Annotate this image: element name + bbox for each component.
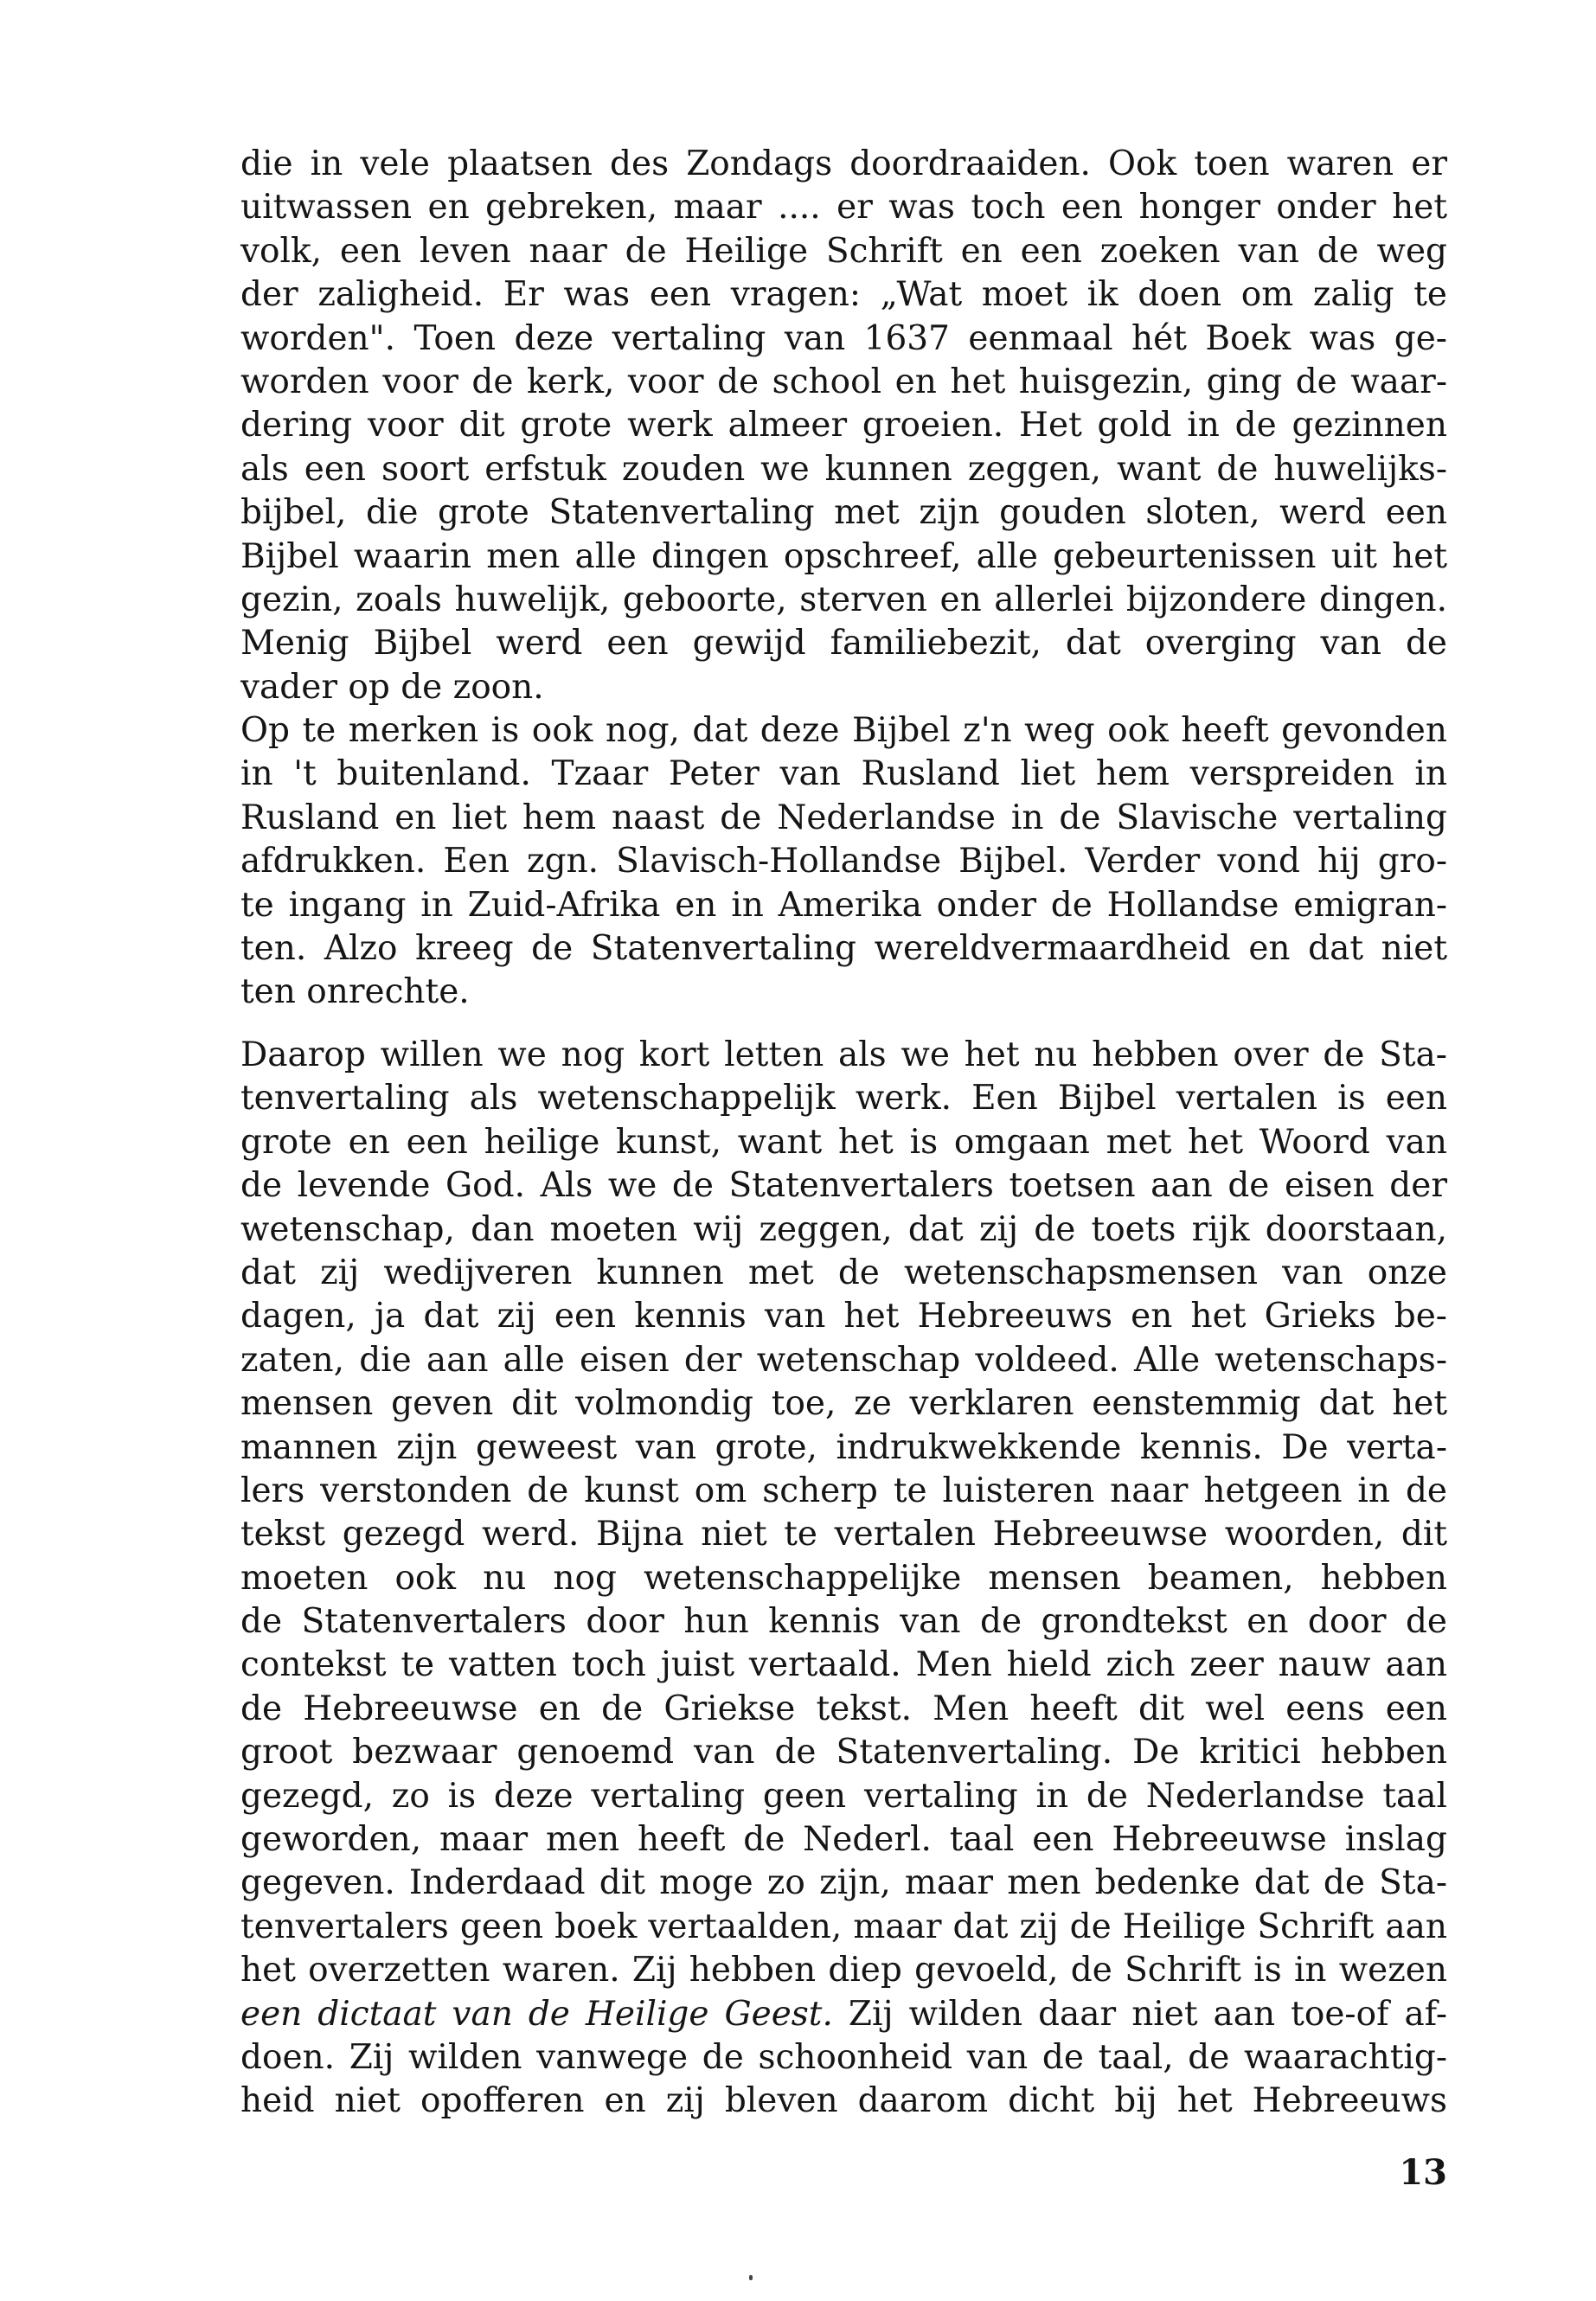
text-line: moeten ook nu nog wetenschappelijke mensen beamen, hebben (240, 1558, 1447, 1598)
text-line: de Statenvertalers door hun kennis van de grondtekst en door de (240, 1602, 1447, 1642)
text-line: grote en een heilige kunst, want het is omgaan met het Woord van (240, 1122, 1447, 1162)
text-line: mannen zijn geweest van grote, indrukwekkende kennis. De verta- (240, 1427, 1447, 1467)
text-line: vader op de zoon. (240, 667, 544, 707)
italic-phrase: een dictaat van de Heilige Geest. (240, 1994, 833, 2034)
text-line: geworden, maar men heeft de Nederl. taal een Hebreeuwse inslag (240, 1820, 1447, 1860)
text-line: uitwassen en gebreken, maar .... er was toch een honger onder het (240, 188, 1447, 228)
text-line: bijbel, die grote Statenvertaling met zijn gouden sloten, werd een (240, 493, 1447, 533)
text-line: Op te merken is ook nog, dat deze Bijbel z'n weg ook heeft gevonden (240, 711, 1447, 751)
text-line: Bijbel waarin men alle dingen opschreef, alle gebeurtenissen uit het (240, 536, 1447, 576)
text-fragment: Zij wilden daar niet aan toe-of af- (832, 1994, 1447, 2034)
text-line: de Hebreeuwse en de Griekse tekst. Men heeft dit wel eens een (240, 1689, 1447, 1728)
text-line-italic-phrase (240, 1993, 1447, 2036)
text-line: tenvertaling als wetenschappelijk werk. Een Bijbel vertalen is een (240, 1079, 1447, 1118)
text-line: dagen, ja dat zij een kennis van het Hebreeuws en het Grieks be- (240, 1297, 1447, 1336)
text-line: gegeven. Inderdaad dit moge zo zijn, maar men bedenke dat de Sta- (240, 1863, 1447, 1903)
text-line: Rusland en liet hem naast de Nederlandse in de Slavische vertaling (240, 798, 1447, 837)
text-line: ten onrechte. (240, 972, 470, 1012)
text-line: mensen geven dit volmondig toe, ze verklaren eenstemmig dat het (240, 1384, 1447, 1424)
text-line: doen. Zij wilden vanwege de schoonheid van de taal, de waarachtig- (240, 2037, 1447, 2077)
text-line: der zaligheid. Er was een vragen: „Wat moet ik doen om zalig te (240, 275, 1447, 315)
paragraph-group-2 (240, 1034, 1447, 2124)
text-line: in 't buitenland. Tzaar Peter van Rusland liet hem verspreiden in (240, 754, 1447, 794)
text-line: als een soort erfstuk zouden we kunnen zeggen, want de huwelijks- (240, 449, 1447, 489)
text-line: tekst gezegd werd. Bijna niet te vertalen Hebreeuwse woorden, dit (240, 1515, 1447, 1554)
paragraph-2 (240, 709, 1447, 1015)
print-speck (749, 2275, 753, 2280)
text-line: lers verstonden de kunst om scherp te luisteren naar hetgeen in de (240, 1471, 1447, 1510)
text-line: worden". Toen deze vertaling van 1637 eenmaal hét Boek was ge- (240, 318, 1447, 358)
text-line: worden voor de kerk, voor de school en het huisgezin, ging de waar- (240, 362, 1447, 401)
text-line: volk, een leven naar de Heilige Schrift en een zoeken van de weg (240, 231, 1447, 271)
text-line: zaten, die aan alle eisen der wetenschap voldeed. Alle wetenschaps- (240, 1340, 1447, 1380)
text-line: die in vele plaatsen des Zondags doordraaiden. Ook toen waren er (240, 144, 1447, 183)
text-line: ten. Alzo kreeg de Statenvertaling wereldvermaardheid en dat niet (240, 929, 1447, 969)
text-line: heid niet opofferen en zij bleven daarom dicht bij het Hebreeuws (240, 2081, 1447, 2121)
text-line: Daarop willen we nog kort letten als we het nu hebben over de Sta- (240, 1035, 1447, 1074)
text-line: groot bezwaar genoemd van de Statenvertaling. De kritici hebben (240, 1733, 1447, 1772)
text-line: het overzetten waren. Zij hebben diep gevoeld, de Schrift is in wezen (240, 1951, 1447, 1990)
text-line: Menig Bijbel werd een gewijd familiebezit, dat overging van de (240, 624, 1447, 663)
text-line: te ingang in Zuid-Afrika en in Amerika onder de Hollandse emigran- (240, 885, 1447, 925)
text-line: de levende God. Als we de Statenvertalers toetsen aan de eisen der (240, 1166, 1447, 1206)
text-line: gezin, zoals huwelijk, geboorte, sterven en allerlei bijzondere dingen. (240, 580, 1447, 619)
text-line: tenvertalers geen boek vertaalden, maar dat zij de Heilige Schrift aan (240, 1907, 1447, 1946)
text-line: gezegd, zo is deze vertaling geen vertaling in de Nederlandse taal (240, 1776, 1447, 1816)
text-line: wetenschap, dan moeten wij zeggen, dat zij de toets rijk doorstaan, (240, 1209, 1447, 1249)
text-line: dat zij wedijveren kunnen met de wetenschapsmensen van onze (240, 1253, 1447, 1292)
text-line: afdrukken. Een zgn. Slavisch-Hollandse Bijbel. Verder vond hij gro- (240, 842, 1447, 881)
paragraph-1 (240, 143, 1447, 709)
text-line: contekst te vatten toch juist vertaald. Men hield zich zeer nauw aan (240, 1645, 1447, 1685)
paragraph-group-1 (240, 143, 1447, 1015)
page-number: 13 (1399, 2152, 1447, 2193)
paragraph-3 (240, 1034, 1447, 2124)
text-line: dering voor dit grote werk almeer groeien. Het gold in de gezinnen (240, 406, 1447, 445)
